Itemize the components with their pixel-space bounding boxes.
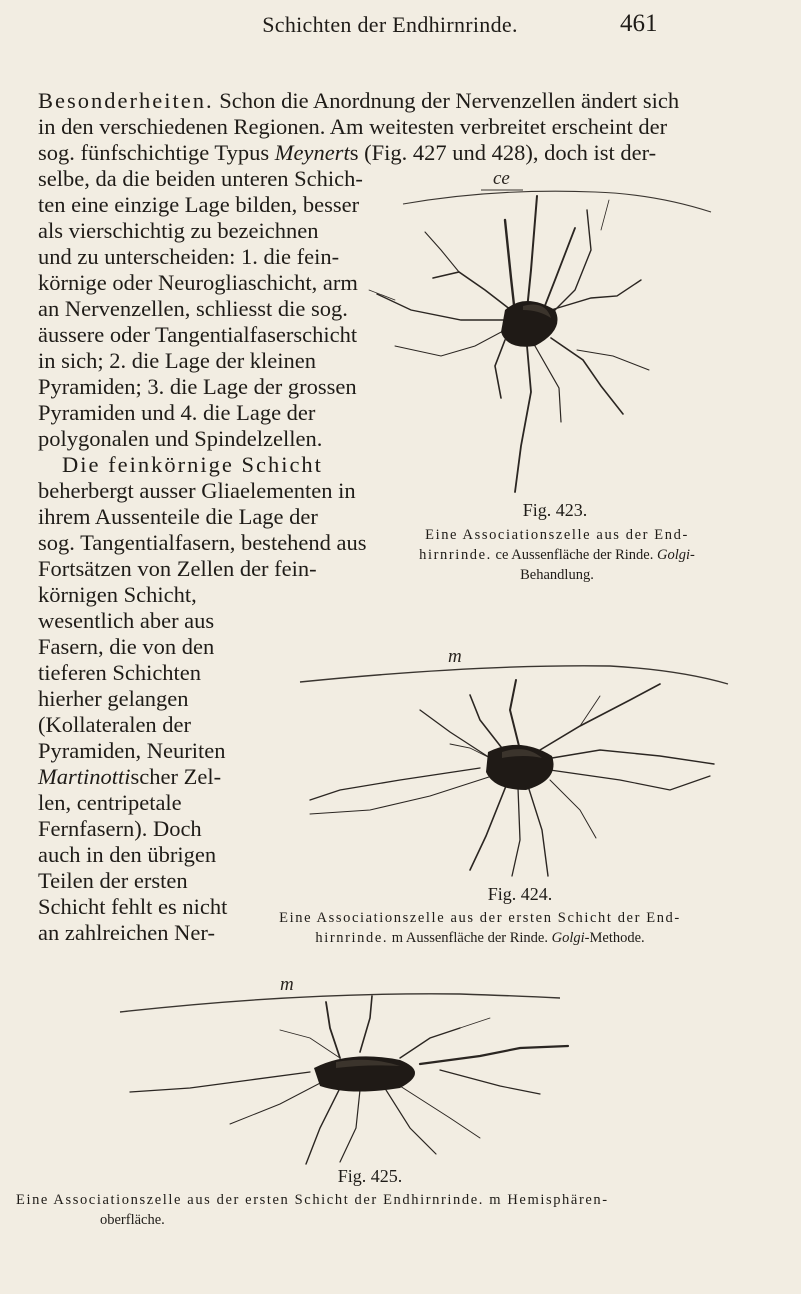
- text-line: in sich; 2. die Lage der kleinen: [38, 348, 317, 373]
- text-line: Fernfasern). Doch: [38, 816, 202, 841]
- text-line: Schicht fehlt es nicht: [38, 894, 228, 919]
- figure-caption: Eine Associationszelle aus der End- hirnrinde. ce Aussenfläche der Rinde. Golgi- Behandlung.: [419, 527, 695, 583]
- figure-label-ce: ce: [493, 168, 510, 189]
- text-line: Die feinkörnige Schicht: [62, 452, 323, 477]
- author-name: Meynert: [274, 140, 350, 165]
- text-line: (Kollateralen der: [38, 712, 192, 737]
- text-line: Pyramiden, Neuriten: [38, 738, 226, 763]
- text-line: als vierschichtig zu bezeichnen: [38, 218, 319, 243]
- text-line: Besonderheiten. Schon die Anordnung der Nervenzellen ändert sich: [38, 88, 680, 113]
- neuron-illustration-423: [355, 160, 755, 500]
- text-line: hierher gelangen: [38, 686, 189, 711]
- text-line: ihrem Aussenteile die Lage der: [38, 504, 318, 529]
- figure-label-m: m: [280, 974, 294, 995]
- text-line: beherbergt ausser Gliaelementen in: [38, 478, 356, 503]
- paragraph-heading: Besonderheiten.: [38, 88, 214, 113]
- text-line: auch in den übrigen: [38, 842, 217, 867]
- text-line: Pyramiden und 4. die Lage der: [38, 400, 316, 425]
- text-line: körnigen Schicht,: [38, 582, 197, 607]
- text-line: Fasern, die von den: [38, 634, 215, 659]
- text-line: körnige oder Neurogliaschicht, arm: [38, 270, 358, 295]
- neuron-illustration-425: [100, 968, 660, 1168]
- figure-caption: Eine Associationszelle aus der ersten Schicht der Endhirnrinde. m Hemisphären- oberfläche.: [16, 1192, 609, 1228]
- text-line: len, centripetale: [38, 790, 182, 815]
- text-line: wesentlich aber aus: [38, 608, 215, 633]
- figure-title: Fig. 424.: [487, 884, 553, 904]
- text-line: und zu unterscheiden: 1. die fein-: [38, 244, 340, 269]
- figure-425: [16, 968, 660, 1228]
- text-line: selbe, da die beiden unteren Schich-: [38, 166, 363, 191]
- text-line: Teilen der ersten: [38, 868, 188, 893]
- text-line: Fortsätzen von Zellen der fein-: [38, 556, 317, 581]
- figure-caption: Eine Associationszelle aus der ersten Schicht der End- hirnrinde. m Aussenfläche der Rinde. Golgi-Methode.: [279, 910, 681, 946]
- text-line: sog. Tangentialfasern, bestehend aus: [38, 530, 367, 555]
- text-line: äussere oder Tangentialfaserschicht: [38, 322, 358, 347]
- running-header: [0, 8, 801, 44]
- figure-424: [279, 640, 760, 946]
- text-line: tieferen Schichten: [38, 660, 202, 685]
- figure-label-m: m: [448, 646, 462, 667]
- running-head: Schichten der Endhirnrinde.: [262, 12, 518, 37]
- text-line: ten eine einzige Lage bilden, besser: [38, 192, 360, 217]
- neuron-illustration-424: [280, 640, 760, 885]
- text-line: sog. fünfschichtige Typus Meynerts (Fig. 427 und 428), doch ist der-: [38, 140, 657, 165]
- text-line: polygonalen und Spindelzellen.: [38, 426, 323, 451]
- figure-title: Fig. 423.: [522, 500, 588, 520]
- text-line: Martinottischer Zel-: [38, 764, 222, 789]
- page-number: 461: [620, 10, 658, 37]
- figure-423: [355, 160, 755, 583]
- author-name: Martinotti: [38, 764, 131, 789]
- text-line: in den verschiedenen Regionen. Am weitesten verbreitet erscheint der: [38, 114, 668, 139]
- text-line: Pyramiden; 3. die Lage der grossen: [38, 374, 357, 399]
- text-line: an Nervenzellen, schliesst die sog.: [38, 296, 348, 321]
- text-line: an zahlreichen Ner-: [38, 920, 215, 945]
- figure-title: Fig. 425.: [337, 1166, 403, 1186]
